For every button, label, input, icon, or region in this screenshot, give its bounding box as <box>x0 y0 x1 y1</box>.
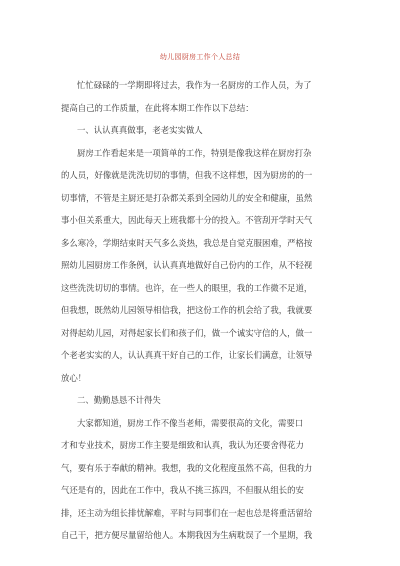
body-line: 对得起幼儿园，对得起家长们和孩子们，做一个诚实守信的人，做一 <box>61 327 313 338</box>
body-line: 个老老实实的人，认认真真干好自己的工作，让家长们满意，让领导 <box>61 350 313 360</box>
body-line: 气，要有乐于奉献的精神。我想，我的文化程度虽然不高，但我的力 <box>61 462 313 473</box>
body-line: 提高自己的工作质量，在此将本期工作作以下总结： <box>61 102 254 113</box>
body-line: 忙忙碌碌的一学期即将过去，我作为一名厨房的工作人员，为了 <box>77 80 312 90</box>
body-line: 才和专业技术，厨房工作主要是细致和认真，我认为还要舍得花力 <box>61 440 304 450</box>
section-heading: 一、认认真真做事，老老实实做人 <box>77 125 203 135</box>
body-line: 这些洗洗切切的事情。也许，在一些人的眼里，我的工作微不足道， <box>61 282 313 293</box>
document-body <box>61 74 344 547</box>
document-title: 幼儿园厨房工作个人总结 <box>159 53 241 61</box>
section-heading: 二、勤勤恳恳不计得失 <box>77 395 161 405</box>
body-line: 照幼儿园厨房工作条例，认认真真地做好自己份内的工作，从不轻视 <box>61 260 313 270</box>
body-line: 多么寒冷，学期结束时天气多么炎热，我总是自觉克服困难，严格按 <box>61 237 313 248</box>
body-line: 排，还主动为组长排忧解难，平时与同事们在一起也总是将重活留给 <box>61 507 313 518</box>
body-line: 但我想，既然幼儿园领导相信我，把这份工作的机会给了我，我就要 <box>61 305 313 315</box>
body-line: 厨房工作看起来是一项简单的工作，特别是像我这样在厨房打杂 <box>77 147 312 158</box>
body-line: 放心！ <box>61 372 87 383</box>
body-line: 事小但关系重大，因此每天上班我都十分的投入。不管刮开学时天气 <box>61 215 313 225</box>
body-line: 自己干，把方便尽量留给他人。本期我因为生病耽误了一个星期，我 <box>61 530 313 540</box>
body-line: 气还是有的，因此在工作中，我从不挑三拣四，不但服从组长的安 <box>61 485 304 495</box>
body-line: 大家都知道，厨房工作不像当老师，需要很高的文化，需要口 <box>77 417 304 428</box>
body-line: 切事情，不管是主厨还是打杂都关系到全园幼儿的安全和健康，虽然 <box>61 192 313 203</box>
body-line: 的人员，好像就是洗洗切切的事情，但我不这样想，因为厨房的的一 <box>61 170 313 180</box>
